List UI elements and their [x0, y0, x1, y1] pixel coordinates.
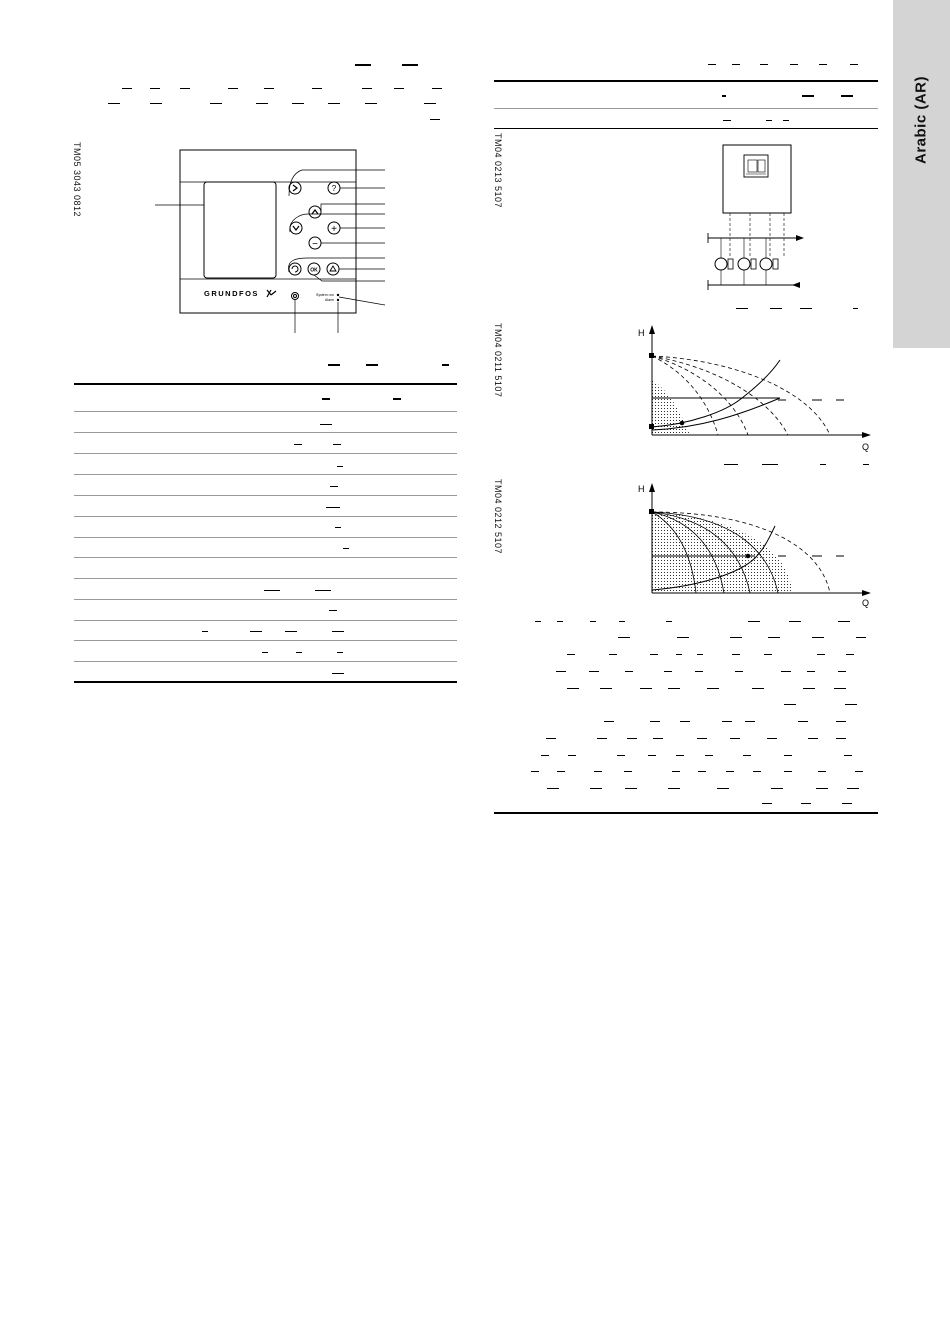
curve2-y-label: H: [638, 484, 645, 494]
svg-text:OK: OK: [310, 267, 318, 274]
figure-code-curve-1: TM04 0211 5107: [493, 323, 503, 398]
curve1-x-label: Q: [862, 442, 870, 452]
svg-text:System run: System run: [316, 293, 334, 297]
curve2-x-label: Q: [862, 598, 870, 608]
figure-code-curve-2: TM04 0212 5107: [493, 479, 503, 555]
system-diagram-figure: [700, 140, 820, 295]
curve1-y-label: H: [638, 328, 645, 338]
language-tab: [893, 0, 950, 348]
brand-logo: GRUNDFOS: [204, 289, 259, 298]
figure-code-system: TM04 0213 5107: [493, 133, 503, 209]
control-panel-figure: [150, 148, 390, 338]
figure-code-control-panel: TM05 3043 0812: [72, 142, 82, 218]
svg-text:+: +: [331, 224, 337, 235]
display-screen: [204, 182, 276, 278]
help-button-glyph: ?: [331, 184, 337, 193]
language-tab-label: Arabic (AR): [912, 75, 930, 165]
pump-curve-figure-2: [630, 478, 880, 613]
svg-text:Alarm: Alarm: [325, 298, 335, 302]
svg-text:−: −: [312, 239, 318, 250]
pump-curve-figure-1: [630, 320, 880, 455]
